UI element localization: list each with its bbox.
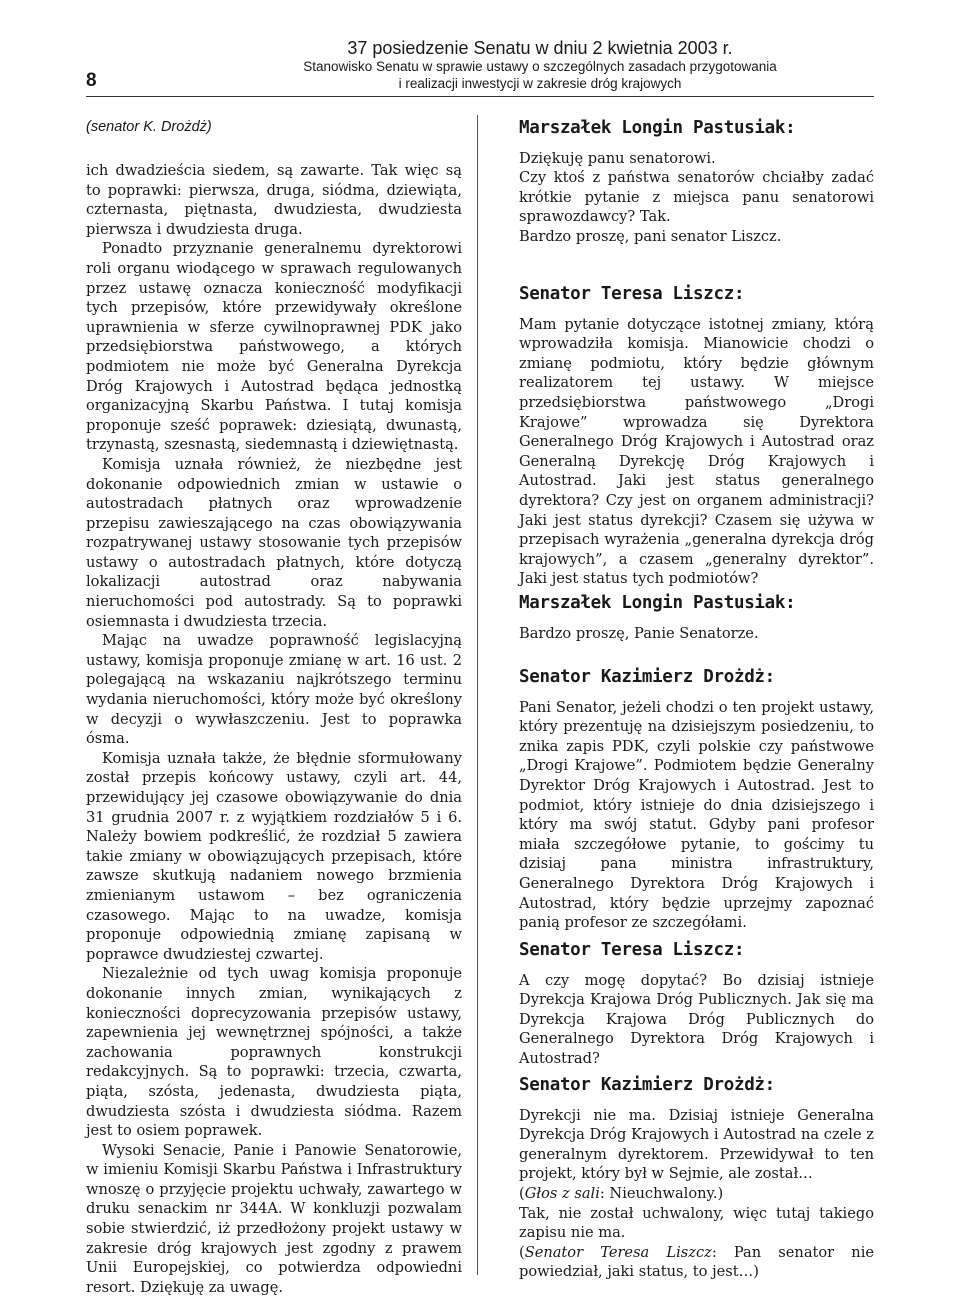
speech-paragraph: Bardzo proszę, pani senator Liszcz. [519, 227, 782, 245]
page-header [0, 0, 960, 100]
speaker-name: Senator Teresa Liszcz: [519, 284, 745, 304]
left-paragraph-2: Ponadto przyznanie generalnemu dyrektorowi roli organu wiodącego w sprawach regulowanych przez ustawę oznacza konieczność modyfikacji tych przepisów, które przewidywały określone uprawnienia w sferze cywilnoprawnej PDK jako przedsiębiorstwa państwowego, a których podmiotem nie może być Generalna Dyrekcja Dróg Krajowych i Autostrad będąca jednostką organizacyjną Skarbu Państwa. I tutaj komisja proponuje sześć poprawek: dziesiątą, dwunastą, trzynastą, szesnastą, siedemnastą i dziewiętnastą. [86, 240, 462, 454]
interjection: (Głos z sali: Nieuchwalony.) [519, 1184, 724, 1202]
speaker-name: Marszałek Longin Pastusiak: [519, 593, 796, 613]
header-rule [86, 96, 874, 97]
left-paragraph-5: Komisja uznała także, że błędnie sformułowany został przepis końcowy ustawy, czyli art. 44, przewidujący jej czasowe obowiązywanie do dnia 31 grudnia 2007 r. z wyjątkiem rozdziałów 5 i 6. Należy bowiem podkreślić, że rozdział 5 zawiera takie zmiany w obowiązujących przepisach, które zawsze skutkują nadaniem nowego brzmienia zmienianym ustawom – bez ograniczenia czasowego. Mając to na uwadze, komisja proponuje odpowiednią zmianę zapisaną w poprawce dwudziestej czwartej. [86, 749, 462, 963]
speech-paragraph: A czy mogę dopytać? Bo dzisiaj istnieje Dyrekcja Krajowa Dróg Publicznych. Jak się ma Dyrekcja Krajowa Dróg Publicznych do Generalnego Dyrektora Dróg Krajowych i Autostrad? [519, 971, 874, 1067]
left-paragraph-1: ich dwadzieścia siedem, są zawarte. Tak więc są to poprawki: pierwsza, druga, siódma, dziewiąta, czternasta, piętnasta, dwudziesta, dwudziesta pierwsza i dwudziesta druga. [86, 162, 462, 238]
left-paragraph-6: Niezależnie od tych uwag komisja proponuje dokonanie innych zmian, wynikających z konieczności doprecyzowania przepisów ustawy, zapewnienia jej wewnętrznej spójności, a także zachowania poprawnych konstrukcji redakcyjnych. Są to poprawki: trzecia, czwarta, piąta, szósta, jedenasta, dwudziesta piąta, dwudziesta szósta i dwudziesta siódma. Razem jest to osiem poprawek. [86, 965, 462, 1140]
interjection-speaker: Senator Teresa Liszcz [524, 1243, 712, 1261]
speech-block-6 [519, 1076, 874, 1282]
left-speaker-intro: (senator K. Drożdż) [86, 119, 212, 135]
left-paragraph-7: Wysoki Senacie, Panie i Panowie Senatorowie, w imieniu Komisji Skarbu Państwa i Infrastruktury wnoszę o przyjęcie projektu uchwały, zawartego w druku senackim nr 344A. W konkluzji pozwalam sobie stwierdzić, iż przedłożony projekt ustawy w zakresie dróg krajowych jest zgodny z prawem Unii Europejskiej, co potwierdza odpowiedni resort. Dziękuję za uwagę. [86, 1141, 462, 1296]
header-title: 37 posiedzenie Senatu w dniu 2 kwietnia 2003 r. [347, 38, 733, 58]
speaker-name: Senator Teresa Liszcz: [519, 940, 745, 960]
speech-paragraph: Mam pytanie dotyczące istotnej zmiany, którą wprowadziła komisja. Mianowicie chodzi o zmianę podmiotu, który będzie głównym realizatorem tej ustawy. W miejsce przedsiębiorstwa państwowego „Drogi Krajowe” wprowadza się Dyrektora Generalnego Dróg Krajowych i Autostrad oraz Generalną Dyrekcję Dróg Krajowych i Autostrad. Jaki jest status generalnego dyrektora? Czy jest on organem administracji? Jaki jest status dyrekcji? Czasem się używa w przepisach wyrażenia „generalna dyrekcja dróg krajowych”, a czasem „generalny dyrektor”. Jaki jest status tych podmiotów? [519, 315, 874, 588]
speech-block-2 [519, 285, 874, 589]
interjection-speaker: Głos z sali [524, 1184, 600, 1202]
left-paragraph-4: Mając na uwadze poprawność legislacyjną ustawy, komisja proponuje zmianę w art. 16 ust. 2 polegającą na wskazaniu najkrótszego terminu wydania nieruchomości, który może być określony w decyzji o wywłaszczeniu. Jest to poprawka ósma. [86, 632, 462, 748]
speech-paragraph: Pani Senator, jeżeli chodzi o ten projekt ustawy, który prezentuję na dzisiejszym posiedzeniu, to znika zapis PDK, czyli polskie czy państwowe „Drogi Krajowe”. Podmiotem będzie Generalny Dyrektor Dróg Krajowych i Autostrad. Jest to podmiot, który istnieje do dnia dzisiejszego i który ma swój statut. Gdyby pani profesor miała szczegółowe pytanie, to gościmy tu dzisiaj pana ministra infrastruktury, Generalnego Dyrektora Dróg Krajowych i Autostrad, który będzie uprzejmy zapoznać panią profesor ze szczegółami. [519, 698, 874, 932]
interjection: (Senator Teresa Liszcz: Pan senator nie powiedział, jaki status, to jest…) [519, 1243, 875, 1281]
speech-paragraph: Tak, nie został uchwalony, więc tutaj takiego zapisu nie ma. [519, 1204, 874, 1242]
speech-paragraph: Czy ktoś z państwa senatorów chciałby zadać krótkie pytanie z miejsca panu senatorowi sprawozdawcy? Tak. [519, 169, 874, 226]
speaker-name: Marszałek Longin Pastusiak: [519, 118, 796, 138]
page-number: 8 [86, 70, 97, 91]
speaker-name: Senator Kazimierz Drożdż: [519, 1075, 775, 1095]
speaker-name: Senator Kazimierz Drożdż: [519, 667, 775, 687]
speech-paragraph: Dyrekcji nie ma. Dzisiaj istnieje Generalna Dyrekcja Dróg Krajowych i Autostrad na czele z generalnym dyrektorem. Przewidywał to ten projekt, który był w Sejmie, ale został… [519, 1106, 874, 1183]
speech-paragraph: Bardzo proszę, Panie Senatorze. [519, 624, 759, 642]
speech-block-5 [519, 941, 874, 1069]
header-subtitle-line1: Stanowisko Senatu w sprawie ustawy o szczególnych zasadach przygotowania [303, 59, 777, 74]
speech-block-4 [519, 668, 874, 933]
left-column [86, 161, 462, 1297]
speech-block-1 [519, 119, 874, 247]
header-subtitle-line2: i realizacji inwestycji w zakresie dróg krajowych [398, 76, 682, 91]
column-divider [477, 115, 478, 1275]
speech-block-3 [519, 594, 874, 643]
left-paragraph-3: Komisja uznała również, że niezbędne jest dokonanie odpowiednich zmian w ustawie o autostradach płatnych oraz wprowadzenie przepisu zawieszającego na czas obowiązywania rozpatrywanej ustawy stosowanie tych przepisów ustawy o autostradach płatnych, które dotyczą lokalizacji autostrad oraz nabywania nieruchomości pod autostrady. Są to poprawki osiemnasta i dwudziesta trzecia. [86, 455, 462, 630]
speech-paragraph: Dziękuję panu senatorowi. [519, 149, 716, 167]
